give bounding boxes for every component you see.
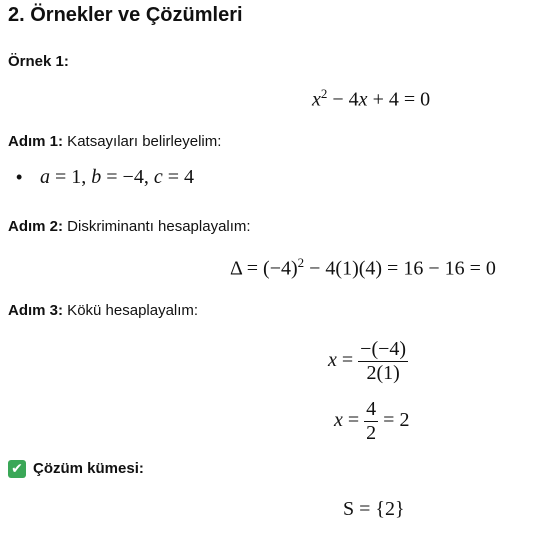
step-2-label: Adım 2: — [8, 218, 64, 235]
equation: $x^2 - 4x + 4 = 0$ — [312, 86, 431, 111]
step-3-text: Kökü hesaplayalım: — [63, 302, 199, 319]
root-formula: x = $\frac{-(-4)}{2(1)}$ — [328, 338, 407, 384]
step-2-text: Diskriminantı hesaplayalım: — [63, 218, 251, 235]
step-3-label: Adım 3: — [8, 302, 64, 319]
solution-set: S = {2} — [343, 498, 405, 520]
root-simplified-numerator: 4 — [366, 398, 377, 420]
root-fraction — [358, 338, 408, 385]
step-1-text: Katsayıları belirleyelim: — [63, 133, 222, 150]
step-2 — [8, 218, 251, 235]
root-fraction-denominator: 2(1) — [358, 361, 408, 385]
step-1 — [8, 133, 221, 150]
discriminant-equation: $\Delta = (-4)^2 - 4(1)(4) = 16 - 16 = 0$ — [230, 255, 496, 280]
check-mark-icon: ✔ — [8, 460, 26, 478]
bullet-icon: • — [16, 167, 23, 187]
coefficients: a = 1, b = −4, c = 4 — [40, 166, 195, 188]
example-label: Örnek 1: — [8, 53, 69, 70]
step-1-label: Adım 1: — [8, 133, 64, 150]
root-simplified-denominator: 2 — [366, 422, 377, 444]
root-result: = 2 — [383, 409, 410, 432]
root-value: x = $\frac{4}{2}$ = 2 — [334, 398, 410, 444]
root-fraction-numerator: −(−4) — [360, 338, 407, 360]
step-3 — [8, 302, 198, 319]
solution-label: Çözüm kümesi: — [33, 460, 144, 477]
section-title: 2. Örnekler ve Çözümleri — [8, 4, 243, 26]
root-simplified-fraction — [364, 398, 378, 445]
